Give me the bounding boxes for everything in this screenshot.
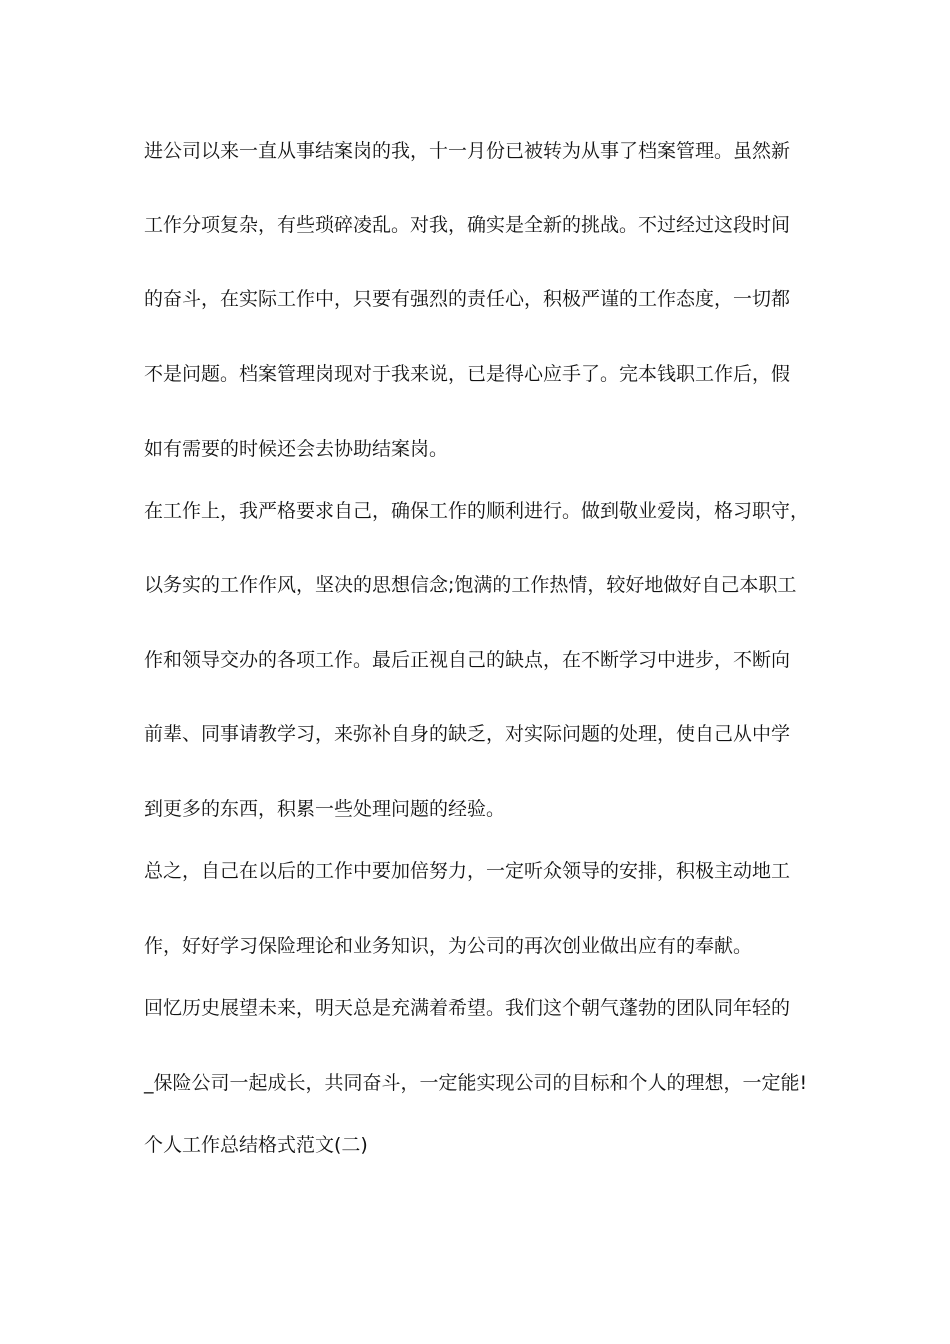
text-line-4: 不是问题。档案管理岗现对于我来说，已是得心应手了。完本钱职工作后，假 <box>144 363 791 385</box>
section-heading: 个人工作总结格式范文(二) <box>144 1134 368 1156</box>
text-line-2: 工作分项复杂，有些琐碎凌乱。对我，确实是全新的挑战。不过经过这段时间 <box>144 214 791 236</box>
text-line-6: 在工作上，我严格要求自己，确保工作的顺利进行。做到敬业爱岗，格习职守， <box>144 500 810 522</box>
text-line-13: 回忆历史展望未来，明天总是充满着希望。我们这个朝气蓬勃的团队同年轻的 <box>144 997 791 1019</box>
text-line-9: 前辈、同事请教学习，来弥补自身的缺乏，对实际问题的处理，使自己从中学 <box>144 723 791 745</box>
text-line-1: 进公司以来一直从事结案岗的我，十一月份已被转为从事了档案管理。虽然新 <box>144 140 791 162</box>
text-line-10: 到更多的东西，积累一些处理问题的经验。 <box>144 798 506 820</box>
text-line-12: 作，好好学习保险理论和业务知识，为公司的再次创业做出应有的奉献。 <box>144 935 753 957</box>
text-line-14: _保险公司一起成长，共同奋斗，一定能实现公司的目标和个人的理想，一定能! <box>144 1072 808 1094</box>
text-line-7: 以务实的工作作风，坚决的思想信念;饱满的工作热情，较好地做好自己本职工 <box>144 574 797 596</box>
text-line-3: 的奋斗，在实际工作中，只要有强烈的责任心，积极严谨的工作态度，一切都 <box>144 288 791 310</box>
text-line-8: 作和领导交办的各项工作。最后正视自己的缺点，在不断学习中进步，不断向 <box>144 649 791 671</box>
text-line-11: 总之，自己在以后的工作中要加倍努力，一定听众领导的安排，积极主动地工 <box>144 860 791 882</box>
text-line-5: 如有需要的时候还会去协助结案岗。 <box>144 438 449 460</box>
